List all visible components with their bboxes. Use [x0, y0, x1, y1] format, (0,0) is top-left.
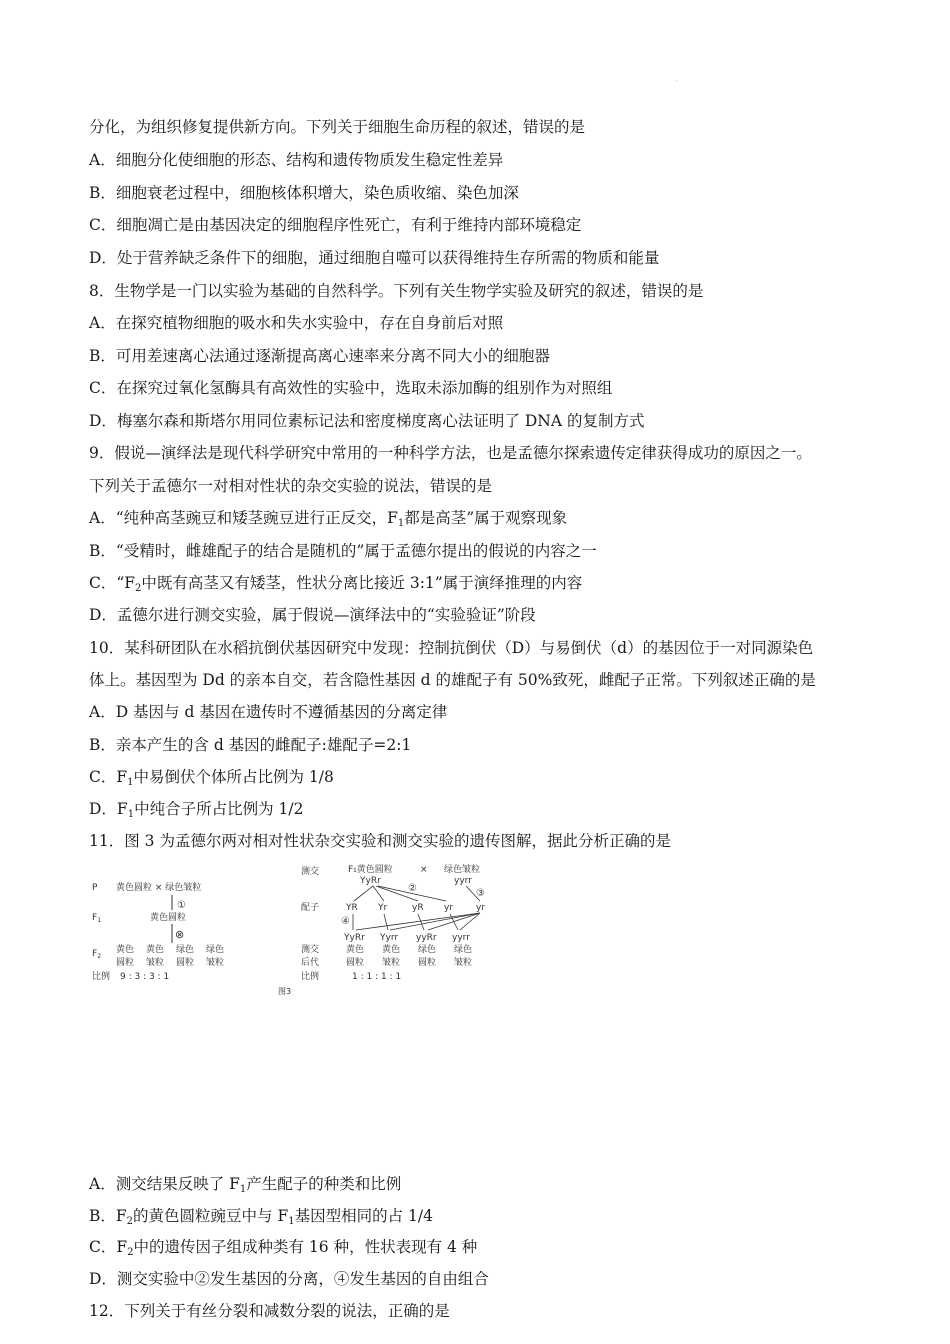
f2-pheno: 黄色 [116, 945, 135, 955]
step-1-marker: ① [177, 900, 186, 911]
text-seg: B．F [89, 1207, 127, 1225]
subscript: 2 [127, 1247, 134, 1258]
step-3-marker: ③ [476, 888, 485, 899]
text-seg: A．测交结果反映了 F [89, 1175, 240, 1193]
f1-label: $F_1$ [92, 913, 102, 924]
arrow-line [418, 914, 424, 930]
option-d [89, 799, 303, 819]
question-10: 10．某科研团队在水稻抗倒伏基因研究中发现：控制抗倒伏（D）与易倒伏（d）的基因位于一对同源染色 [89, 639, 814, 657]
text-line: 分化，为组织修复提供新方向。下列关于细胞生命历程的叙述，错误的是 [89, 118, 586, 136]
f2-pheno: 圆粒 [176, 958, 195, 968]
offspring-pheno: 皱粒 [454, 958, 473, 968]
option-d: D．孟德尔进行测交实验，属于假说—演绎法中的“实验验证”阶段 [89, 606, 536, 624]
figure-caption: 图3 [278, 987, 292, 996]
f2-pheno: 黄色 [146, 945, 165, 955]
f2-pheno: 圆粒 [116, 958, 135, 968]
question-8: 8．生物学是一门以实验为基础的自然科学。下列有关生物学实验及研究的叙述，错误的是 [89, 282, 704, 300]
f2-label: $F_2$ [92, 949, 102, 960]
text-seg: C．F [89, 768, 128, 786]
subscript: 2 [135, 583, 142, 594]
option-c [89, 1237, 477, 1257]
parent-cross-label: 黄色圆粒 × 绿色皱粒 [116, 883, 202, 893]
question-10-cont: 体上。基因型为 Dd 的亲本自交，若含隐性基因 d 的雄配子有 50%致死，雌配子正常。下列叙述正确的是 [89, 671, 816, 689]
offspring-pheno: 绿色 [418, 945, 437, 955]
f2-pheno: 皱粒 [146, 958, 165, 968]
offspring-genotype: YyRr [344, 933, 365, 943]
option-b [89, 1206, 433, 1226]
f2-pheno: 绿色 [176, 945, 195, 955]
option-c [89, 767, 334, 787]
option-a [89, 1174, 401, 1194]
parent2-label: 绿色皱粒 [444, 865, 481, 875]
option-b: B．亲本产生的含 d 基因的雌配子:雄配子=2:1 [89, 736, 412, 754]
offspring-pheno: 黄色 [382, 945, 401, 955]
text-seg: 中既有高茎又有矮茎，性状分离比接近 3:1”属于演绎推理的内容 [141, 574, 583, 592]
text-seg: 的黄色圆粒豌豆中与 F [133, 1207, 289, 1225]
offspring-pheno: 黄色 [346, 945, 365, 955]
text-seg: 中纯合子所占比例为 1/2 [134, 800, 304, 818]
text-seg: D．F [89, 800, 128, 818]
p-label: P [92, 883, 98, 893]
text-seg: 中的遗传因子组成种类有 16 种，性状表现有 4 种 [133, 1238, 478, 1256]
question-11: 11．图 3 为孟德尔两对相对性状杂交实验和测交实验的遗传图解，据此分析正确的是 [89, 832, 671, 850]
subscript: 1 [127, 809, 135, 820]
ratio-values: 1 : 1 : 1 : 1 [352, 972, 402, 982]
genotype-yyrr: YyRr [360, 876, 381, 886]
arrow-line [354, 886, 373, 901]
option-a: A．在探究植物细胞的吸水和失水实验中，存在自身前后对照 [89, 314, 504, 332]
option-d: D．处于营养缺乏条件下的细胞，通过细胞自噬可以获得维持生存所需的物质和能量 [89, 249, 660, 267]
subscript: 1 [239, 1184, 247, 1195]
subscript: 2 [126, 1216, 134, 1227]
option-c [89, 573, 582, 593]
f2-pheno: 绿色 [206, 945, 225, 955]
f2-pheno: 皱粒 [206, 958, 225, 968]
gamete: Yr [378, 903, 388, 913]
offspring-label: 测交 [301, 945, 320, 955]
offspring-pheno: 圆粒 [418, 958, 437, 968]
option-b: B．细胞衰老过程中，细胞核体积增大，染色质收缩、染色加深 [89, 184, 519, 202]
option-c: C．细胞凋亡是由基因决定的细胞程序性死亡，有利于维持内部环境稳定 [89, 216, 582, 234]
subscript: 1 [127, 777, 134, 788]
step-4-marker: ④ [341, 916, 350, 927]
text-seg: 中易倒伏个体所占比例为 1/8 [133, 768, 334, 786]
question-12: 12．下列关于有丝分裂和减数分裂的说法，正确的是 [89, 1302, 450, 1320]
offspring-genotype: Yyrr [380, 933, 399, 943]
text-seg: 基因型相同的占 1/4 [294, 1207, 433, 1225]
step-2-marker: ② [408, 883, 417, 894]
offspring-label: 后代 [301, 958, 320, 968]
gamete: YR [346, 903, 358, 913]
gametes-label: 配子 [301, 903, 320, 913]
page-mark: · [676, 78, 678, 85]
text-seg: A．“纯种高茎豌豆和矮茎豌豆进行正反交，F [89, 509, 398, 527]
option-a: A．D 基因与 d 基因在遗传时不遵循基因的分离定律 [89, 703, 448, 721]
ratio-values: 9 : 3 : 3 : 1 [120, 972, 170, 982]
offspring-genotype: yyrr [452, 933, 470, 943]
ratio-label: 比例 [92, 972, 111, 982]
option-b: B．“受精时，雌雄配子的结合是随机的”属于孟德尔提出的假说的内容之一 [89, 542, 597, 560]
gamete: yr [476, 903, 486, 913]
option-c: C．在探究过氧化氢酶具有高效性的实验中，选取未添加酶的组别作为对照组 [89, 379, 613, 397]
option-a [89, 508, 567, 528]
offspring-genotype: yyRr [416, 933, 437, 943]
genetic-diagram-figure [88, 858, 508, 1000]
option-d: D．测交实验中②发生基因的分离，④发生基因的自由组合 [89, 1270, 489, 1288]
cross-symbol: × [420, 865, 428, 875]
testcross-label: 测交 [301, 867, 320, 877]
arrow-line [356, 913, 480, 930]
selfing-symbol: ⊗ [175, 928, 185, 941]
genotype-yyrr: yyrr [454, 876, 472, 886]
subscript: 1 [397, 518, 405, 529]
question-9: 9．假说—演绎法是现代科学研究中常用的一种科学方法，也是孟德尔探索遗传定律获得成功的原因之一。 [89, 444, 812, 462]
ratio-label: 比例 [301, 972, 320, 982]
text-seg: 都是高茎”属于观察现象 [404, 509, 568, 527]
subscript: 1 [288, 1216, 295, 1227]
option-b: B．可用差速离心法通过逐渐提高离心速率来分离不同大小的细胞器 [89, 347, 550, 365]
offspring-pheno: 绿色 [454, 945, 473, 955]
gamete: yR [412, 903, 424, 913]
arrow-line [384, 914, 388, 930]
f1-phenotype: 黄色圆粒 [150, 913, 187, 923]
text-seg: C．“F [89, 574, 136, 592]
text-seg: 产生配子的种类和比例 [246, 1175, 402, 1193]
offspring-pheno: 圆粒 [346, 958, 365, 968]
option-a: A．细胞分化使细胞的形态、结构和遗传物质发生稳定性差异 [89, 151, 504, 169]
question-9-cont: 下列关于孟德尔一对相对性状的杂交实验的说法，错误的是 [89, 477, 493, 495]
gamete: yr [444, 903, 454, 913]
f1-parent-label: F₁黄色圆粒 [348, 865, 393, 875]
option-d: D．梅塞尔森和斯塔尔用同位素标记法和密度梯度离心法证明了 DNA 的复制方式 [89, 412, 645, 430]
text-seg: C．F [89, 1238, 128, 1256]
offspring-pheno: 皱粒 [382, 958, 401, 968]
